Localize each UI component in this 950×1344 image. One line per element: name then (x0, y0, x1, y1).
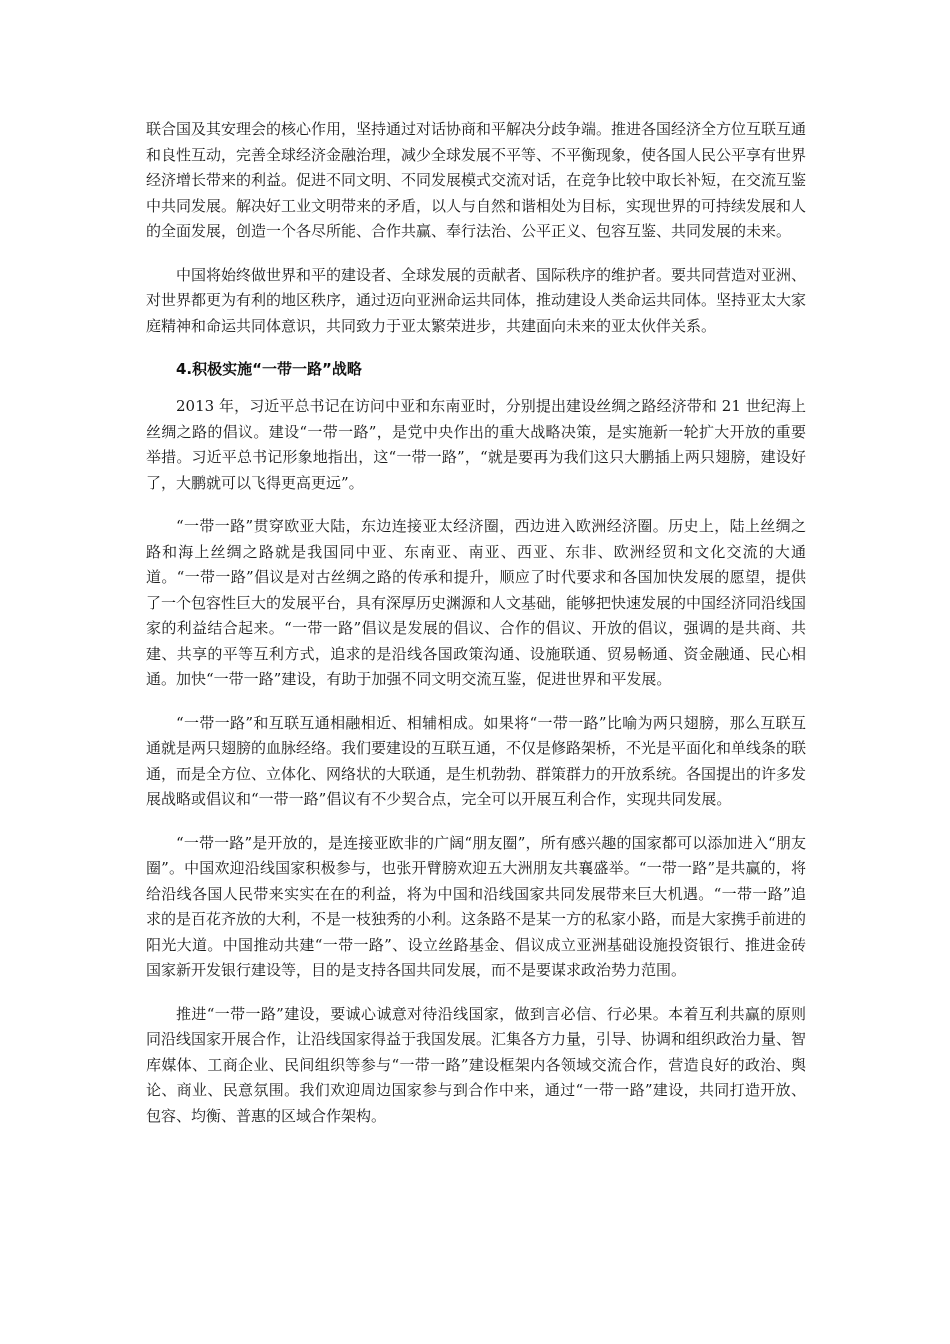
paragraph-open-circle: “一带一路”是开放的，是连接亚欧非的广阔“朋友圈”，所有感兴趣的国家都可以添加进入“朋友圈”。中国欢迎沿线国家积极参与，也张开臂膀欢迎五大洲朋友共襄盛举。“一带一路”是共赢的，将给沿线各国人民带来实实在在的利益，将为中国和沿线国家共同发展带来巨大机遇。“一带一路”追求的是百花齐放的大利，不是一枝独秀的小利。这条路不是某一方的私家小路，而是大家携手前进的阳光大道。中国推动共建“一带一路”、设立丝路基金、倡议成立亚洲基础设施投资银行、推进金砖国家新开发银行建设等，目的是支持各国共同发展，而不是要谋求政治势力范围。 (146, 833, 807, 979)
paragraph-sincere-cooperation: 推进“一带一路”建设，要诚心诚意对待沿线国家，做到言必信、行必果。本着互利共赢的原则同沿线国家开展合作，让沿线国家得益于我国发展。汇集各方力量，引导、协调和组织政治力量、智库媒体、工商企业、民间组织等参与“一带一路”建设框架内各领域交流合作，营造良好的政治、舆论、商业、民意氛围。我们欢迎周边国家参与到合作中来，通过“一带一路”建设，共同打造开放、包容、均衡、普惠的区域合作架构。 (146, 1004, 807, 1125)
paragraph-2013-initiative: 2013 年，习近平总书记在访问中亚和东南亚时，分别提出建设丝绸之路经济带和 21 世纪海上丝绸之路的倡议。建设“一带一路”，是党中央作出的重大战略决策，是实施新一轮扩大开放的重要举措。习近平总书记形象地指出，这“一带一路”，“就是要再为我们这只大鹏插上两只翅膀，建设好了，大鹏就可以飞得更高更远”。 (146, 397, 806, 492)
paragraph-continued: 联合国及其安理会的核心作用，坚持通过对话协商和平解决分歧争端。推进各国经济全方位互联互通和良性互动，完善全球经济金融治理，减少全球发展不平等、不平衡现象，使各国人民公平享有世界经济增长带来的利益。促进不同文明、不同发展模式交流对话，在竞争比较中取长补短，在交流互鉴中共同发展。解决好工业文明带来的矛盾，以人与自然和谐相处为目标，实现世界的可持续发展和人的全面发展，创造一个各尽所能、合作共赢、奉行法治、公平正义、包容互鉴、共同发展的未来。 (146, 120, 807, 240)
paragraph-connectivity: “一带一路”和互联互通相融相近、相辅相成。如果将“一带一路”比喻为两只翅膀，那么互联互通就是两只翅膀的血脉经络。我们要建设的互联互通，不仅是修路架桥，不光是平面化和单线条的联通，而是全方位、立体化、网络状的大联通，是生机勃勃、群策群力的开放系统。各国提出的许多发展战略或倡议和“一带一路”倡议有不少契合点，完全可以开展互利合作，实现共同发展。 (146, 713, 807, 808)
paragraph-eurasia: “一带一路”贯穿欧亚大陆，东边连接亚太经济圈，西边进入欧洲经济圈。历史上，陆上丝绸之路和海上丝绸之路就是我国同中亚、东南亚、南亚、西亚、东非、欧洲经贸和文化交流的大通道。“一带一路”倡议是对古丝绸之路的传承和提升，顺应了时代要求和各国加快发展的愿望，提供了一个包容性巨大的发展平台，具有深厚历史渊源和人文基础，能够把快速发展的中国经济同沿线国家的利益结合起来。“一带一路”倡议是发展的倡议、合作的倡议、开放的倡议，强调的是共商、共建、共享的平等互利方式，追求的是沿线各国政策沟通、设施联通、贸易畅通、资金融通、民心相通。加快“一带一路”建设，有助于加强不同文明交流互鉴，促进世界和平发展。 (146, 517, 807, 688)
document-page (146, 117, 806, 1147)
paragraph-world-peace: 中国将始终做世界和平的建设者、全球发展的贡献者、国际秩序的维护者。要共同营造对亚洲、对世界都更为有利的地区秩序，通过迈向亚洲命运共同体，推动建设人类命运共同体。坚持亚太大家庭精神和命运共同体意识，共同致力于亚太繁荣进步，共建面向未来的亚太伙伴关系。 (146, 265, 807, 335)
section-heading: 4.积极实施“一带一路”战略 (176, 360, 362, 378)
